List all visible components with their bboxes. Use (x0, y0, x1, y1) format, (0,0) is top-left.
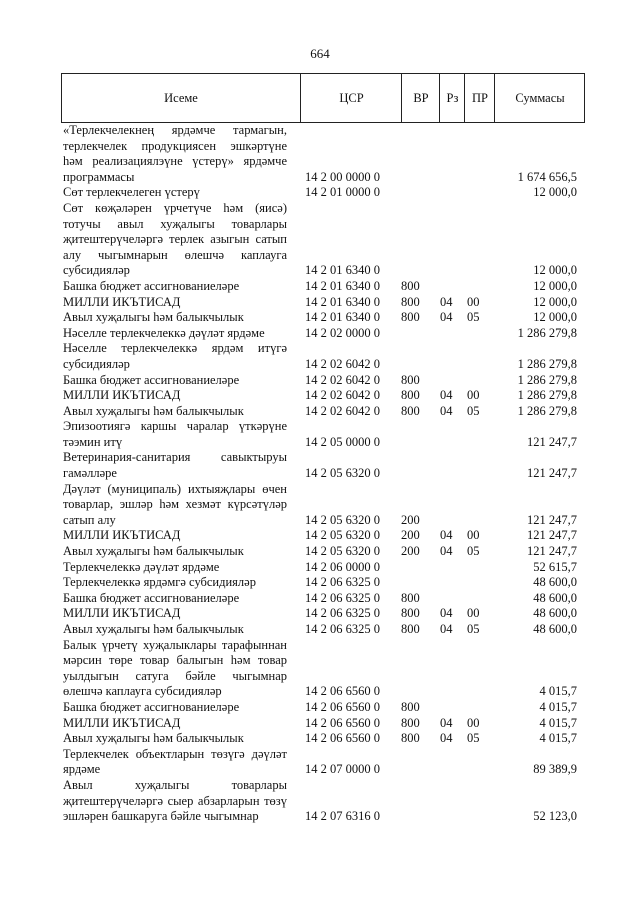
row-rz: 04 (440, 715, 453, 730)
row-csr: 14 2 07 0000 0 (305, 762, 380, 777)
table-row (63, 591, 585, 607)
row-name (63, 716, 291, 732)
row-rz: 04 (440, 622, 453, 636)
row-name-line: Сөт терлекчелеген үстерү (63, 185, 200, 200)
row-csr: 14 2 06 6560 0 (305, 684, 380, 699)
row-vr: 800 (401, 622, 420, 636)
row-csr: 14 2 06 6325 0 (305, 622, 380, 636)
row-pr: 05 (467, 731, 480, 746)
table-row (63, 731, 585, 747)
row-name-line: программасы (63, 169, 135, 184)
row-name-line: җитештерүчеләргә сыер абзарларын төзү (63, 793, 287, 808)
row-name-line: тотучы авыл хуҗалыгы товарлары (63, 216, 287, 231)
row-csr: 14 2 02 6042 0 (305, 388, 380, 403)
row-name-line: Авыл хуҗалыгы һәм балыкчылык (63, 622, 244, 636)
row-sum: 1 286 279,8 (517, 356, 577, 371)
table-row (63, 606, 585, 622)
table-row (63, 560, 585, 576)
row-vr: 200 (401, 528, 420, 543)
table-row (63, 528, 585, 544)
row-sum: 89 389,9 (533, 762, 577, 777)
row-name-line: МИЛЛИ ИКЪТИСАД (63, 388, 181, 403)
row-csr: 14 2 02 6042 0 (305, 356, 380, 371)
row-csr: 14 2 06 6560 0 (305, 699, 380, 714)
row-vr: 200 (401, 544, 420, 559)
row-sum: 48 600,0 (533, 606, 577, 621)
row-name (63, 295, 291, 311)
row-name (63, 123, 291, 185)
row-pr: 00 (467, 388, 480, 403)
row-vr: 800 (401, 699, 420, 714)
row-name (63, 700, 291, 716)
row-name-line: эшләрен башкаруга бәйле чыгымнар (63, 809, 259, 824)
row-sum: 52 615,7 (533, 559, 577, 574)
row-rz: 04 (440, 294, 453, 309)
row-csr: 14 2 06 6560 0 (305, 731, 380, 746)
table-row (63, 295, 585, 311)
row-csr: 14 2 05 6320 0 (305, 512, 380, 527)
row-pr: 05 (467, 403, 480, 418)
row-name-line: терлекчелек продукциясен эшкәртүне (63, 138, 287, 153)
row-name-line: уылдыгын сатуга бәйле чыгымнар (63, 668, 287, 683)
row-name-line: МИЛЛИ ИКЪТИСАД (63, 606, 181, 621)
row-csr: 14 2 05 6320 0 (305, 544, 380, 559)
row-sum: 1 286 279,8 (517, 325, 577, 340)
row-csr: 14 2 05 0000 0 (305, 434, 380, 449)
page-number: 664 (310, 46, 330, 61)
row-name-line: Ветеринария-санитария савыктыруы (63, 450, 287, 465)
row-csr: 14 2 06 6325 0 (305, 606, 380, 621)
row-sum: 121 247,7 (527, 466, 577, 481)
header-vr: ВР (401, 74, 440, 122)
row-vr: 800 (401, 372, 420, 387)
row-vr: 200 (401, 512, 420, 527)
row-name (63, 575, 291, 591)
table-row (63, 450, 585, 481)
row-rz: 04 (440, 544, 453, 559)
row-sum: 4 015,7 (539, 684, 577, 699)
row-name (63, 326, 291, 342)
row-sum: 121 247,7 (527, 544, 577, 559)
row-csr: 14 2 05 6320 0 (305, 466, 380, 481)
row-name-line: МИЛЛИ ИКЪТИСАД (63, 715, 181, 730)
row-rz: 04 (440, 528, 453, 543)
row-rz: 04 (440, 731, 453, 746)
row-sum: 48 600,0 (533, 622, 577, 636)
row-name-line: Башка бюджет ассигнованиеләре (63, 590, 240, 605)
row-name-line: Терлекчелеккә дәүләт ярдәме (63, 559, 220, 574)
row-name-line: Башка бюджет ассигнованиеләре (63, 699, 240, 714)
row-name-line: Терлекчелек объектларын төзүгә дәүләт (63, 746, 287, 761)
table-row (63, 482, 585, 529)
row-name (63, 341, 291, 372)
row-vr: 800 (401, 606, 420, 621)
table-row (63, 716, 585, 732)
row-csr: 14 2 06 6560 0 (305, 715, 380, 730)
table-row (63, 373, 585, 389)
row-name-line: Авыл хуҗалыгы һәм балыкчылык (63, 731, 244, 746)
row-csr: 14 2 07 6316 0 (305, 809, 380, 824)
row-vr: 800 (401, 294, 420, 309)
row-name (63, 528, 291, 544)
row-sum: 4 015,7 (539, 731, 577, 746)
table-row (63, 778, 585, 825)
row-name (63, 185, 291, 201)
table-row (63, 341, 585, 372)
row-vr: 800 (401, 715, 420, 730)
row-name-line: җитештерүчеләргә терлек азыгын сатып (63, 232, 287, 247)
table-row (63, 544, 585, 560)
row-sum: 4 015,7 (539, 699, 577, 714)
row-sum: 4 015,7 (539, 715, 577, 730)
row-csr: 14 2 06 0000 0 (305, 559, 380, 574)
table-row (63, 326, 585, 342)
row-csr: 14 2 01 6340 0 (305, 263, 380, 278)
row-rz: 04 (440, 310, 453, 325)
row-pr: 00 (467, 528, 480, 543)
row-vr: 800 (401, 590, 420, 605)
row-csr: 14 2 02 6042 0 (305, 403, 380, 418)
row-name (63, 544, 291, 560)
row-sum: 52 123,0 (533, 809, 577, 824)
table-header (61, 73, 585, 123)
row-sum: 1 286 279,8 (517, 372, 577, 387)
row-vr: 800 (401, 388, 420, 403)
row-name-line: Терлекчелеккә ярдәмгә субсидияләр (63, 575, 256, 590)
row-name-line: Башка бюджет ассигнованиеләре (63, 278, 240, 293)
row-sum: 121 247,7 (527, 434, 577, 449)
row-sum: 48 600,0 (533, 590, 577, 605)
row-name (63, 388, 291, 404)
row-csr: 14 2 05 6320 0 (305, 528, 380, 543)
row-sum: 121 247,7 (527, 528, 577, 543)
row-vr: 800 (401, 310, 420, 325)
row-name (63, 638, 291, 700)
row-name-line: Эпизоотиягә каршы чаралар үткәрүне (63, 419, 287, 434)
row-name (63, 373, 291, 389)
row-rz: 04 (440, 606, 453, 621)
row-sum: 48 600,0 (533, 575, 577, 590)
row-name-line: сатып алу (63, 512, 116, 527)
row-pr: 00 (467, 715, 480, 730)
row-pr: 00 (467, 606, 480, 621)
row-name-line: гамәлләре (63, 466, 117, 481)
row-name (63, 419, 291, 450)
row-name-line: Нәселле терлекчелеккә дәүләт ярдәме (63, 325, 265, 340)
row-name (63, 622, 291, 638)
row-name (63, 404, 291, 420)
row-pr: 05 (467, 310, 480, 325)
header-name: Исеме (164, 90, 198, 105)
row-name (63, 731, 291, 747)
row-name (63, 279, 291, 295)
table-row (63, 310, 585, 326)
row-name-line: МИЛЛИ ИКЪТИСАД (63, 294, 181, 309)
row-name-line: субсидияләр (63, 263, 130, 278)
row-name-line: «Терлекчелекнең ярдәмче тармагын, (63, 123, 287, 137)
row-name-line: Авыл хуҗалыгы һәм балыкчылык (63, 403, 244, 418)
row-name-line: Авыл хуҗалыгы һәм балыкчылык (63, 544, 244, 559)
row-csr: 14 2 02 0000 0 (305, 325, 380, 340)
row-name-line: Авыл хуҗалыгы һәм балыкчылык (63, 310, 244, 325)
row-sum: 12 000,0 (533, 278, 577, 293)
row-name-line: өлешчә каплауга субсидияләр (63, 684, 222, 699)
row-csr: 14 2 01 6340 0 (305, 278, 380, 293)
row-name (63, 482, 291, 529)
row-sum: 12 000,0 (533, 263, 577, 278)
row-rz: 04 (440, 388, 453, 403)
table-row (63, 404, 585, 420)
table-row (63, 419, 585, 450)
row-pr: 00 (467, 294, 480, 309)
table-row (63, 185, 585, 201)
row-vr: 800 (401, 403, 420, 418)
table-row (63, 123, 585, 185)
row-pr: 05 (467, 544, 480, 559)
row-name-line: Авыл хуҗалыгы товарлары (63, 777, 287, 792)
table-row (63, 388, 585, 404)
table-row (63, 638, 585, 700)
row-name-line: алу чыгымнарын өлешчә каплауга (63, 247, 287, 262)
table-row (63, 622, 585, 638)
row-name-line: тәэмин итү (63, 434, 123, 449)
row-name (63, 560, 291, 576)
table-row (63, 747, 585, 778)
row-name (63, 201, 291, 279)
header-pr: ПР (464, 74, 495, 122)
row-name-line: ярдәме (63, 762, 101, 777)
row-sum: 12 000,0 (533, 310, 577, 325)
row-name-line: Балык үрчетү хуҗалыклары тарафыннан (63, 637, 287, 652)
row-name-line: мәрсин төре товар балыгын һәм товар (63, 653, 287, 668)
header-csr: ЦСР (300, 74, 402, 122)
row-csr: 14 2 01 0000 0 (305, 185, 380, 200)
row-name-line: Нәселле терлекчелеккә ярдәм итүгә (63, 341, 287, 356)
row-csr: 14 2 06 6325 0 (305, 575, 380, 590)
table-row (63, 201, 585, 279)
row-sum: 12 000,0 (533, 185, 577, 200)
row-rz: 04 (440, 403, 453, 418)
row-vr: 800 (401, 278, 420, 293)
row-sum: 121 247,7 (527, 512, 577, 527)
header-rz: Рз (439, 74, 465, 122)
row-name (63, 591, 291, 607)
row-csr: 14 2 00 0000 0 (305, 169, 380, 184)
row-name (63, 606, 291, 622)
row-name (63, 310, 291, 326)
row-sum: 1 674 656,5 (517, 169, 577, 184)
header-sum: Суммасы (494, 74, 585, 122)
row-name (63, 747, 291, 778)
table-row (63, 575, 585, 591)
row-csr: 14 2 06 6325 0 (305, 590, 380, 605)
row-pr: 05 (467, 622, 480, 636)
row-name (63, 450, 291, 481)
row-name-line: МИЛЛИ ИКЪТИСАД (63, 528, 181, 543)
table-row (63, 700, 585, 716)
row-name-line: Сөт көҗәләрен үрчетүче һәм (яисә) (63, 200, 287, 215)
row-vr: 800 (401, 731, 420, 746)
row-name-line: Дәүләт (муниципаль) ихтыяҗлары өчен (63, 481, 287, 496)
table-body (63, 123, 585, 825)
row-name-line: субсидияләр (63, 356, 130, 371)
row-name-line: Башка бюджет ассигнованиеләре (63, 372, 240, 387)
row-sum: 1 286 279,8 (517, 403, 577, 418)
row-csr: 14 2 02 6042 0 (305, 372, 380, 387)
row-name-line: һәм реализациялэүне үстерү» ярдәмче (63, 154, 287, 169)
row-sum: 12 000,0 (533, 294, 577, 309)
row-csr: 14 2 01 6340 0 (305, 310, 380, 325)
row-sum: 1 286 279,8 (517, 388, 577, 403)
row-name-line: товарлар, эшләр һәм хезмәт күрсәтүләр (63, 497, 287, 512)
table-row (63, 279, 585, 295)
row-csr: 14 2 01 6340 0 (305, 294, 380, 309)
row-name (63, 778, 291, 825)
